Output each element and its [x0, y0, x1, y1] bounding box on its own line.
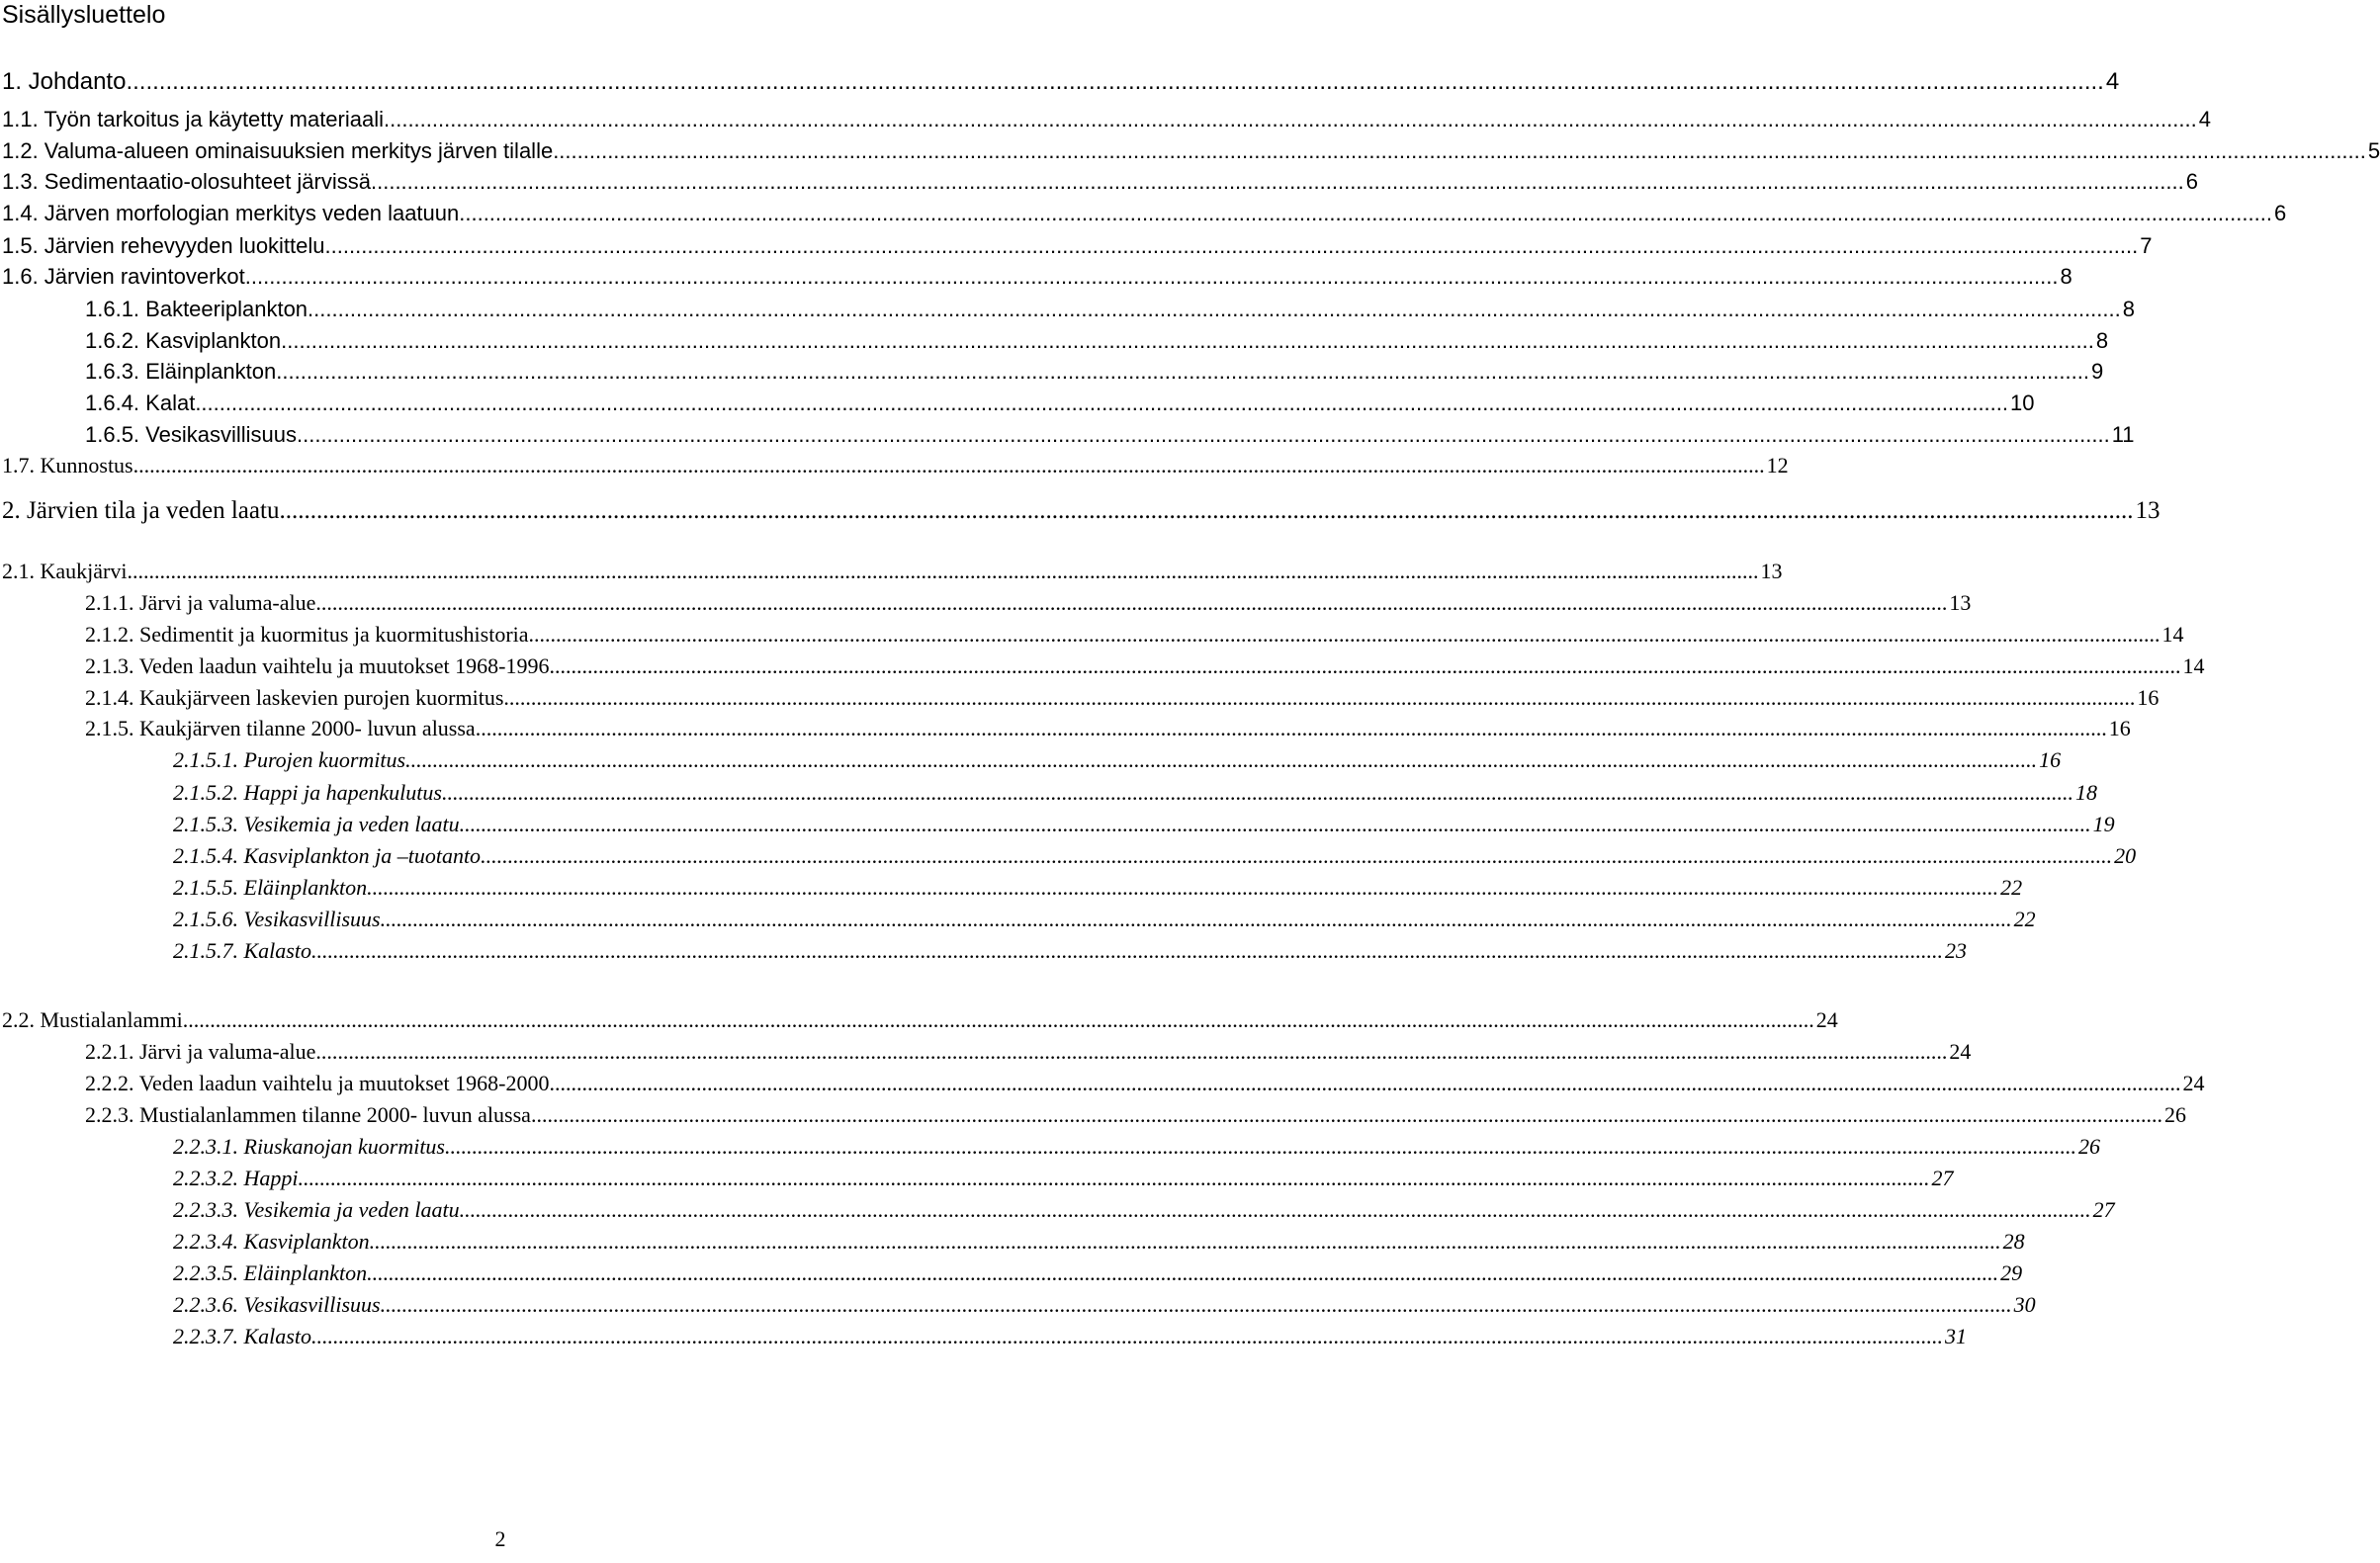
toc-entry-label: 2.1.5.6. Vesikasvillisuus [173, 907, 381, 931]
toc-entry[interactable] [85, 685, 2160, 711]
toc-leader-dots: ............................................................................................................................................................................................................................................................................................................ [297, 422, 2110, 447]
toc-leader-dots: ............................................................................................................................................................................................................................................................................................................ [530, 1102, 2162, 1127]
toc-entry[interactable] [173, 812, 2115, 837]
toc-entry-label: 1.1. Työn tarkoitus ja käytetty materiaali [2, 107, 384, 131]
toc-entry-label: 1.6.2. Kasviplankton [85, 328, 282, 353]
toc-leader-dots: ............................................................................................................................................................................................................................................................................................................ [481, 843, 2113, 868]
toc-entry-page: 8 [2122, 297, 2135, 321]
toc-leader-dots: ............................................................................................................................................................................................................................................................................................................ [324, 233, 2139, 258]
toc-leader-dots: ............................................................................................................................................................................................................................................................................................................ [281, 328, 2094, 353]
toc-entry-page: 19 [2092, 812, 2115, 836]
toc-entry-page: 4 [2105, 68, 2120, 95]
toc-leader-dots: ............................................................................................................................................................................................................................................................................................................ [126, 68, 2104, 95]
toc-entry-label: 2.2.1. Järvi ja valuma-alue [85, 1039, 316, 1064]
toc-entry-page: 11 [2111, 422, 2135, 447]
toc-leader-dots: ............................................................................................................................................................................................................................................................................................................ [367, 1260, 1999, 1285]
toc-entry[interactable] [173, 1229, 2025, 1255]
toc-entry[interactable] [2, 559, 1783, 584]
toc-entry[interactable] [173, 875, 2023, 901]
toc-entry-label: 2.2.3.5. Eläinplankton [173, 1260, 368, 1285]
toc-entry-page: 6 [2185, 169, 2198, 194]
toc-leader-dots: ............................................................................................................................................................................................................................................................................................................ [308, 297, 2121, 321]
toc-leader-dots: ............................................................................................................................................................................................................................................................................................................ [475, 716, 2107, 740]
toc-entry-page: 23 [1944, 938, 1967, 963]
toc-entry[interactable] [173, 938, 1967, 964]
toc-leader-dots: ............................................................................................................................................................................................................................................................................................................ [367, 875, 1999, 900]
toc-entry-label: 1.6. Järvien ravintoverkot [2, 264, 245, 289]
toc-leader-dots: ............................................................................................................................................................................................................................................................................................................ [445, 1134, 2076, 1159]
toc-entry-label: 2.1.1. Järvi ja valuma-alue [85, 590, 316, 615]
toc-entry[interactable] [85, 1039, 1972, 1065]
toc-entry-page: 14 [2161, 622, 2184, 647]
toc-leader-dots: ............................................................................................................................................................................................................................................................................................................ [369, 1229, 2001, 1254]
toc-entry[interactable] [2, 107, 2211, 132]
toc-entry-label: 2.2. Mustialanlammi [2, 1007, 183, 1032]
toc-entry[interactable] [2, 233, 2153, 259]
toc-entry-label: 2.2.3.2. Happi [173, 1166, 299, 1190]
toc-entry[interactable] [2, 68, 2120, 96]
toc-entry-page: 10 [2010, 391, 2035, 415]
toc-entry[interactable] [173, 907, 2036, 932]
toc-leader-dots: ............................................................................................................................................................................................................................................................................................................ [298, 1166, 1930, 1190]
toc-entry[interactable] [2, 264, 2072, 290]
toc-entry-label: 2.1.2. Sedimentit ja kuormitus ja kuormitushistoria [85, 622, 529, 647]
toc-entry[interactable] [173, 1134, 2100, 1160]
toc-leader-dots: ............................................................................................................................................................................................................................................................................................................ [384, 107, 2197, 131]
page-number: 2 [494, 1526, 506, 1551]
toc-entry-page: 27 [1931, 1166, 1954, 1190]
toc-entry-label: 2. Järvien tila ja veden laatu [2, 497, 280, 524]
toc-entry-label: 1.3. Sedimentaatio-olosuhteet järvissä [2, 169, 371, 194]
toc-entry[interactable] [85, 391, 2035, 416]
toc-leader-dots: ............................................................................................................................................................................................................................................................................................................ [553, 138, 2366, 163]
toc-entry-page: 12 [1766, 453, 1789, 478]
toc-entry-label: 1.4. Järven morfologian merkitys veden laatuun [2, 201, 460, 225]
toc-entry[interactable] [173, 843, 2137, 869]
toc-leader-dots: ............................................................................................................................................................................................................................................................................................................ [441, 780, 2073, 805]
toc-entry-page: 26 [2163, 1102, 2186, 1127]
toc-leader-dots: ............................................................................................................................................................................................................................................................................................................ [459, 1197, 2091, 1222]
toc-entry[interactable] [2, 1007, 1838, 1033]
toc-entry-page: 6 [2273, 201, 2287, 225]
toc-entry-page: 9 [2090, 359, 2104, 384]
toc-entry-page: 8 [2095, 328, 2109, 353]
toc-entry-label: 2.1.5.2. Happi ja hapenkulutus [173, 780, 442, 805]
toc-entry-label: 2.2.3.1. Riuskanojan kuormitus [173, 1134, 445, 1159]
toc-leader-dots: ............................................................................................................................................................................................................................................................................................................ [459, 812, 2091, 836]
toc-entry-page: 16 [2108, 716, 2131, 740]
toc-entry[interactable] [173, 1324, 1967, 1349]
toc-leader-dots: ............................................................................................................................................................................................................................................................................................................ [195, 391, 2009, 415]
toc-leader-dots: ............................................................................................................................................................................................................................................................................................................ [528, 622, 2160, 647]
toc-entry[interactable] [85, 359, 2104, 385]
toc-entry-page: 7 [2140, 233, 2153, 258]
toc-entry-label: 2.1.5.3. Vesikemia ja veden laatu [173, 812, 460, 836]
toc-entry[interactable] [173, 747, 2062, 773]
toc-entry-label: 1. Johdanto [2, 68, 127, 95]
toc-entry-label: 1.6.3. Eläinplankton [85, 359, 277, 384]
toc-entry-label: 2.1.5.1. Purojen kuormitus [173, 747, 406, 772]
toc-entry[interactable] [85, 297, 2135, 322]
toc-entry[interactable] [85, 422, 2135, 448]
toc-entry-label: 2.1.3. Veden laadun vaihtelu ja muutokset 1968-1996 [85, 653, 550, 678]
toc-entry[interactable] [2, 496, 2160, 526]
toc-entry[interactable] [85, 1071, 2205, 1096]
toc-leader-dots: ............................................................................................................................................................................................................................................................................................................ [459, 201, 2272, 225]
toc-leader-dots: ............................................................................................................................................................................................................................................................................................................ [405, 747, 2038, 772]
toc-leader-dots: ............................................................................................................................................................................................................................................................................................................ [244, 264, 2059, 289]
toc-entry[interactable] [85, 590, 1972, 616]
toc-entry-page: 16 [2039, 747, 2062, 772]
toc-entry-page: 26 [2078, 1134, 2100, 1159]
toc-leader-dots: ............................................................................................................................................................................................................................................................................................................ [127, 559, 1759, 583]
toc-entry-page: 22 [2013, 907, 2036, 931]
toc-entry[interactable] [85, 1102, 2186, 1128]
toc-entry-label: 1.5. Järvien rehevyyden luokittelu [2, 233, 325, 258]
toc-entry[interactable] [173, 1260, 2023, 1286]
toc-entry[interactable] [85, 653, 2205, 679]
toc-entry-label: 2.2.3.7. Kalasto [173, 1324, 311, 1348]
toc-leader-dots: ............................................................................................................................................................................................................................................................................................................ [279, 497, 2134, 524]
toc-entry-page: 18 [2074, 780, 2097, 805]
toc-entry-label: 2.1.5.4. Kasviplankton ja –tuotanto [173, 843, 482, 868]
toc-entry[interactable] [85, 328, 2109, 354]
toc-leader-dots: ............................................................................................................................................................................................................................................................................................................ [315, 1039, 1948, 1064]
toc-entry[interactable] [173, 780, 2097, 806]
toc-leader-dots: ............................................................................................................................................................................................................................................................................................................ [503, 685, 2136, 710]
toc-entry-label: 2.2.3.4. Kasviplankton [173, 1229, 370, 1254]
toc-leader-dots: ............................................................................................................................................................................................................................................................................................................ [380, 907, 2012, 931]
toc-entry-page: 16 [2137, 685, 2160, 710]
toc-entry[interactable] [2, 453, 1789, 478]
toc-entry-label: 1.6.1. Bakteeriplankton [85, 297, 309, 321]
toc-entry-label: 1.6.4. Kalat [85, 391, 196, 415]
toc-entry-page: 24 [2182, 1071, 2205, 1095]
toc-entry[interactable] [173, 1292, 2036, 1318]
toc-entry-label: 2.1.5.5. Eläinplankton [173, 875, 368, 900]
toc-entry-page: 24 [1815, 1007, 1838, 1032]
toc-leader-dots: ............................................................................................................................................................................................................................................................................................................ [371, 169, 2184, 194]
toc-leader-dots: ............................................................................................................................................................................................................................................................................................................ [132, 453, 1765, 478]
toc-entry[interactable] [2, 169, 2198, 195]
toc-entry-label: 2.1.5.7. Kalasto [173, 938, 311, 963]
toc-leader-dots: ............................................................................................................................................................................................................................................................................................................ [276, 359, 2089, 384]
toc-entry-page: 13 [2135, 497, 2160, 524]
toc-leader-dots: ............................................................................................................................................................................................................................................................................................................ [549, 653, 2181, 678]
toc-entry-page: 31 [1944, 1324, 1967, 1348]
toc-entry-page: 20 [2114, 843, 2137, 868]
toc-leader-dots: ............................................................................................................................................................................................................................................................................................................ [380, 1292, 2012, 1317]
toc-entry-page: 14 [2182, 653, 2205, 678]
toc-leader-dots: ............................................................................................................................................................................................................................................................................................................ [310, 1324, 1943, 1348]
toc-leader-dots: ............................................................................................................................................................................................................................................................................................................ [310, 938, 1943, 963]
toc-entry-label: 1.7. Kunnostus [2, 453, 133, 478]
toc-entry[interactable] [85, 622, 2184, 648]
toc-entry[interactable] [173, 1166, 1954, 1191]
toc-entry-page: 5 [2367, 138, 2380, 163]
toc-entry-label: 1.2. Valuma-alueen ominaisuuksien merkitys järven tilalle [2, 138, 554, 163]
toc-entry-page: 30 [2013, 1292, 2036, 1317]
toc-entry-label: 1.6.5. Vesikasvillisuus [85, 422, 297, 447]
toc-entry-label: 2.2.3.6. Vesikasvillisuus [173, 1292, 381, 1317]
toc-entry-label: 2.2.2. Veden laadun vaihtelu ja muutokset 1968-2000 [85, 1071, 550, 1095]
toc-entry-page: 22 [2000, 875, 2023, 900]
toc-entry-page: 27 [2092, 1197, 2115, 1222]
toc-entry-page: 24 [1949, 1039, 1972, 1064]
toc-entry-page: 29 [2000, 1260, 2023, 1285]
toc-entry-page: 28 [2002, 1229, 2025, 1254]
toc-entry[interactable] [2, 138, 2380, 164]
toc-entry-label: 2.1. Kaukjärvi [2, 559, 128, 583]
toc-leader-dots: ............................................................................................................................................................................................................................................................................................................ [549, 1071, 2181, 1095]
toc-entry-label: 2.1.4. Kaukjärveen laskevien purojen kuormitus [85, 685, 504, 710]
toc-leader-dots: ............................................................................................................................................................................................................................................................................................................ [182, 1007, 1814, 1032]
toc-entry-page: 8 [2060, 264, 2072, 289]
toc-entry[interactable] [173, 1197, 2115, 1223]
toc-leader-dots: ............................................................................................................................................................................................................................................................................................................ [315, 590, 1948, 615]
toc-entry-page: 13 [1760, 559, 1783, 583]
toc-entry-page: 13 [1949, 590, 1972, 615]
toc-entry-label: 2.1.5. Kaukjärven tilanne 2000- luvun alussa [85, 716, 476, 740]
toc-entry-page: 4 [2198, 107, 2211, 131]
page-title: Sisällysluettelo [2, 1, 166, 29]
toc-entry-label: 2.2.3. Mustialanlammen tilanne 2000- luvun alussa [85, 1102, 531, 1127]
toc-entry-label: 2.2.3.3. Vesikemia ja veden laatu [173, 1197, 460, 1222]
toc-entry[interactable] [85, 716, 2131, 741]
toc-entry[interactable] [2, 201, 2287, 226]
